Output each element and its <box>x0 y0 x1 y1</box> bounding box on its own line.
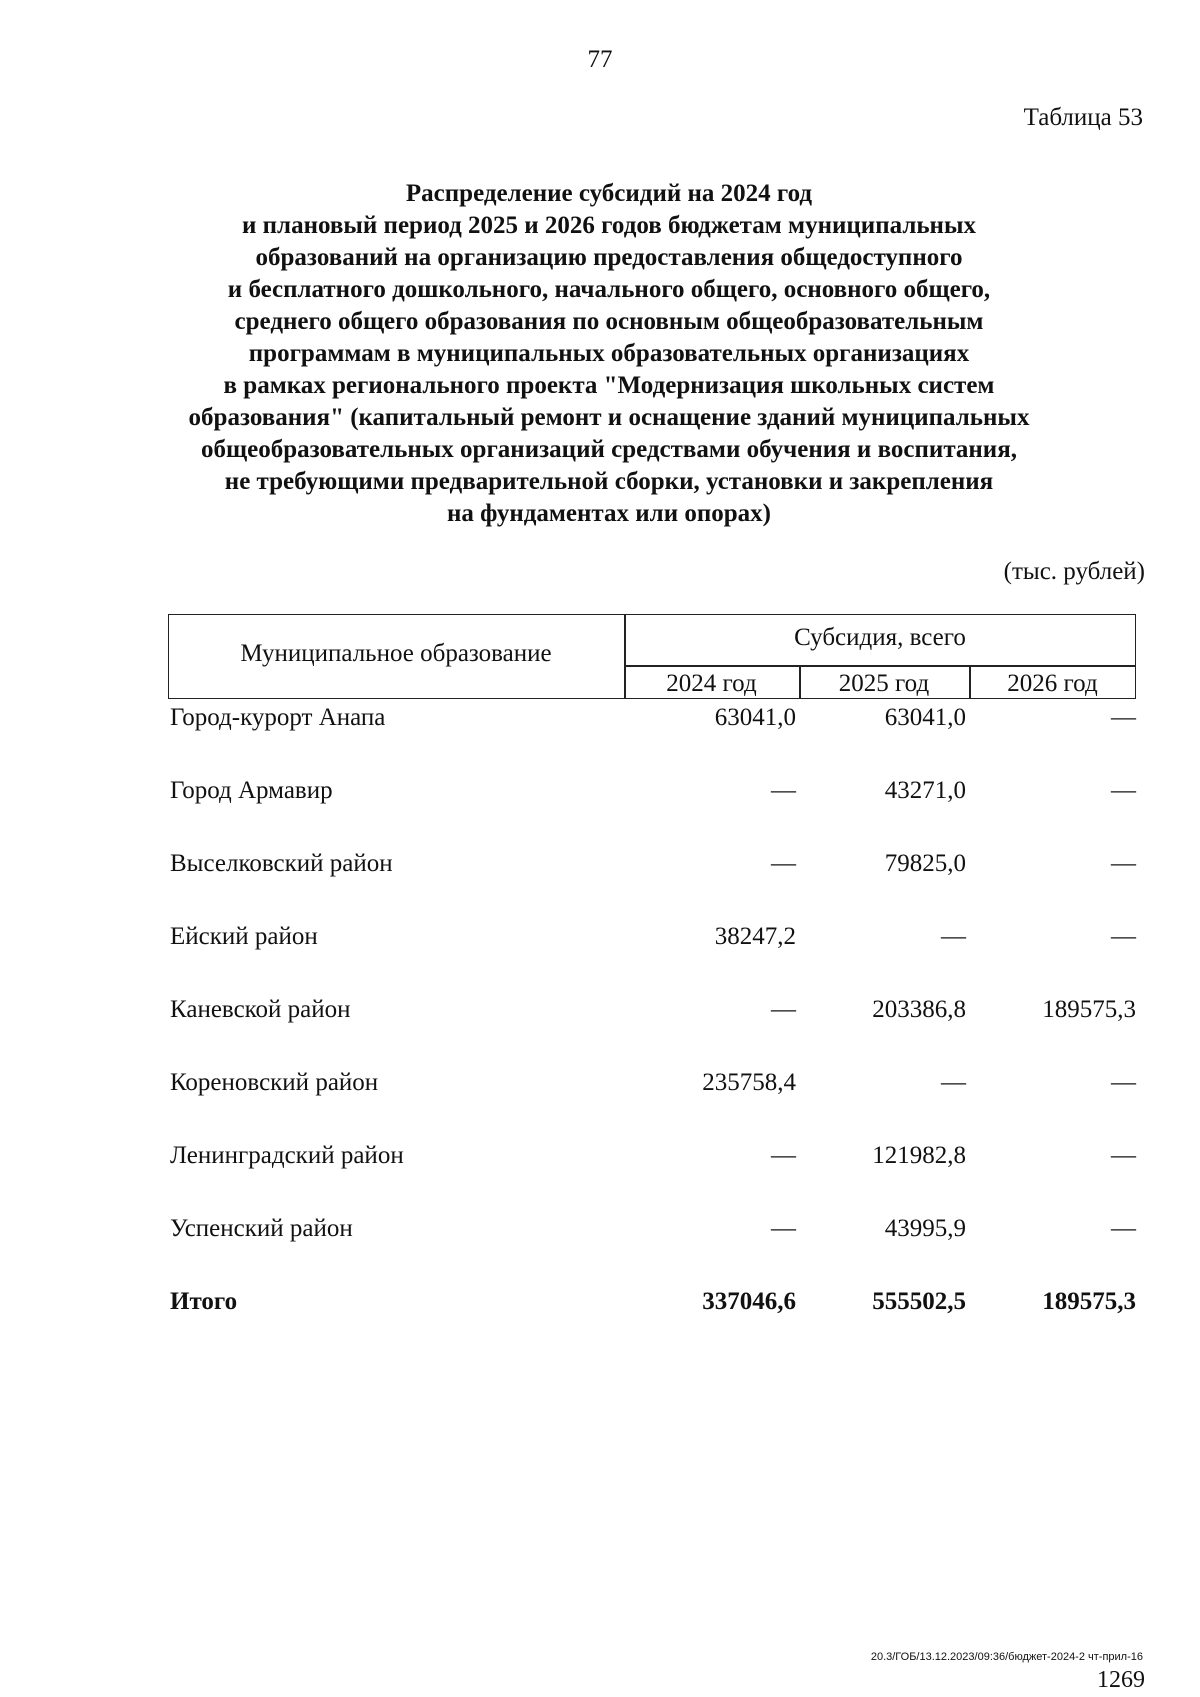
cell-2024: 63041,0 <box>714 704 796 731</box>
cell-2026: — <box>1111 777 1136 804</box>
title-line: и бесплатного дошкольного, начального общего, основного общего, <box>227 276 991 303</box>
cell-2025: 63041,0 <box>884 704 966 731</box>
cell-2026: — <box>1111 704 1136 731</box>
cell-2024: — <box>771 850 796 877</box>
title-line: образований на организацию предоставления общедоступного <box>255 244 963 271</box>
cell-2024: 38247,2 <box>714 923 796 950</box>
title-line: программам в муниципальных образовательных организациях <box>248 340 970 367</box>
row-municipality: Ленинградский район <box>170 1142 404 1169</box>
total-2025: 555502,5 <box>872 1288 966 1315</box>
row-municipality: Кореновский район <box>170 1069 379 1096</box>
footer-document-code: 20.3/ГОБ/13.12.2023/09:36/бюджет-2024-2 чт-прил-16 <box>870 1651 1143 1663</box>
header-divider <box>624 665 1136 667</box>
column-header-year: 2024 год <box>666 670 757 697</box>
title-line: не требующими предварительной сборки, установки и закрепления <box>224 468 994 495</box>
cell-2024: — <box>771 1215 796 1242</box>
column-header-year: 2026 год <box>1007 670 1098 697</box>
cell-2025: — <box>941 1069 966 1096</box>
cell-2026: — <box>1111 1142 1136 1169</box>
title-line: в рамках регионального проекта "Модернизация школьных систем <box>223 372 995 399</box>
row-municipality: Выселковский район <box>170 850 393 877</box>
title-line: среднего общего образования по основным общеобразовательным <box>234 308 984 335</box>
row-municipality: Ейский район <box>170 923 318 950</box>
cell-2025: 121982,8 <box>872 1142 966 1169</box>
title-line: на фундаментах или опорах) <box>447 500 771 527</box>
cell-2024: — <box>771 777 796 804</box>
row-municipality: Успенский район <box>170 1215 353 1242</box>
row-municipality: Город-курорт Анапа <box>170 704 386 731</box>
sheet-number: 1269 <box>1097 1667 1145 1693</box>
row-municipality: Каневской район <box>170 996 351 1023</box>
cell-2025: 203386,8 <box>872 996 966 1023</box>
column-header-municipality: Муниципальное образование <box>240 640 552 667</box>
column-header-year: 2025 год <box>838 670 930 697</box>
cell-2026: — <box>1111 923 1136 950</box>
title-line: общеобразовательных организаций средствами обучения и воспитания, <box>201 436 1017 463</box>
total-2026: 189575,3 <box>1042 1288 1136 1315</box>
cell-2024: 235758,4 <box>702 1069 796 1096</box>
total-2024: 337046,6 <box>702 1288 796 1315</box>
document-title <box>150 178 1068 530</box>
cell-2024: — <box>771 996 796 1023</box>
cell-2024: — <box>771 1142 796 1169</box>
cell-2025: 43271,0 <box>884 777 966 804</box>
cell-2026: — <box>1111 1069 1136 1096</box>
title-line: образования" (капитальный ремонт и оснащение зданий муниципальных <box>188 404 1030 431</box>
total-label: Итого <box>170 1288 238 1315</box>
page-number: 77 <box>587 46 613 73</box>
cell-2025: — <box>941 923 966 950</box>
column-header-subsidy: Субсидия, всего <box>794 624 966 651</box>
cell-2025: 79825,0 <box>884 850 966 877</box>
cell-2026: 189575,3 <box>1042 996 1136 1023</box>
cell-2026: — <box>1111 850 1136 877</box>
units-label: (тыс. рублей) <box>1003 558 1145 585</box>
title-line: и плановый период 2025 и 2026 годов бюджетам муниципальных <box>242 212 976 239</box>
title-line: Распределение субсидий на 2024 год <box>405 180 813 207</box>
table-label: Таблица 53 <box>1023 104 1143 131</box>
row-municipality: Город Армавир <box>170 777 333 804</box>
cell-2025: 43995,9 <box>884 1215 966 1242</box>
cell-2026: — <box>1111 1215 1136 1242</box>
